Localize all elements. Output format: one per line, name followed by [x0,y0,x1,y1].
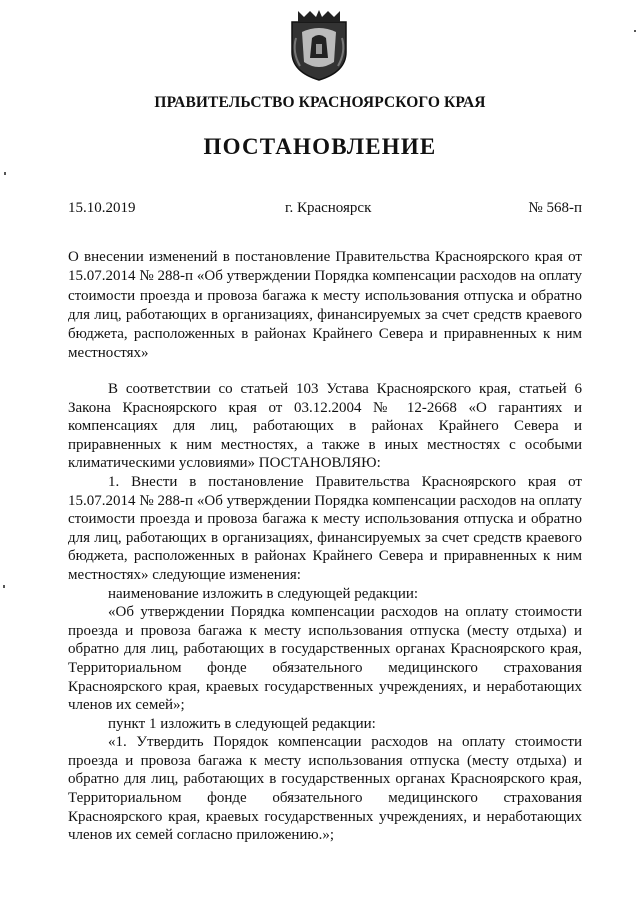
amendment-point1-intro: пункт 1 изложить в следующей редакции: [108,715,376,732]
scan-mark [3,585,5,588]
scan-mark [4,172,6,175]
clause-1-paragraph: 1. Внести в постановление Правительства Красноярского края от 15.07.2014 № 288-п «Об утверждении Порядка компенсации расходов на оплату стоимости проезда и провоза багажа к месту использования отпуска и обратно для лиц, работающих в организациях, финансируемых за счет средств краевого бюджета, расположенных в районах Крайнего Севера и приравненных к ним местностях» следующие изменения: [68,473,582,583]
amendment-title-intro: наименование изложить в следующей редакции: [108,585,419,602]
krasnoyarsk-coat-of-arms-icon [290,8,348,82]
document-type-title: ПОСТАНОВЛЕНИЕ [203,134,437,159]
document-subject: О внесении изменений в постановление Правительства Красноярского края от 15.07.2014 № 288-п «Об утверждении Порядка компенсации расходов на оплату стоимости проезда и провоза багажа к месту использования отпуска и обратно для лиц, работающих в организациях, финансируемых за счет средств краевого бюджета, расположенных в районах Крайнего Севера и приравненных к ним местностях» [68,249,582,362]
amendment-point1-text: «1. Утвердить Порядок компенсации расходов на оплату стоимости проезда и провоза багажа к месту использования отпуска (месту отдыха) и обратно для лиц, работающих в государственных органах Красноярского края, Территориальном фонде обязательного медицинского страхования Красноярского края, краевых государственных учреждениях, и неработающих членов их семей согласно приложению.»; [68,734,582,844]
document-number: № 568-п [528,200,582,216]
government-title: ПРАВИТЕЛЬСТВО КРАСНОЯРСКОГО КРАЯ [154,94,486,111]
document-city: г. Красноярск [285,200,372,216]
document-body [68,380,582,845]
document-date: 15.10.2019 [68,200,136,216]
preamble-paragraph: В соответствии со статьей 103 Устава Красноярского края, статьей 6 Закона Красноярского края от 03.12.2004 № 12-2668 «О гарантиях и компенсациях для лиц, работающих в районах Крайнего Севера и приравненных к ним местностях, а также в иных местностях с особыми климатическими условиями» ПОСТАНОВЛЯЮ: [68,381,582,472]
amendment-title-text: «Об утверждении Порядка компенсации расходов на оплату стоимости проезда и провоза багажа к месту использования отпуска (месту отдыха) и обратно для лиц, работающих в государственных органах Красноярского края, Территориальном фонде обязательного медицинского страхования Красноярского края, краевых государственных учреждениях, и неработающих членов их семей»; [68,604,582,714]
scan-mark [634,30,636,32]
